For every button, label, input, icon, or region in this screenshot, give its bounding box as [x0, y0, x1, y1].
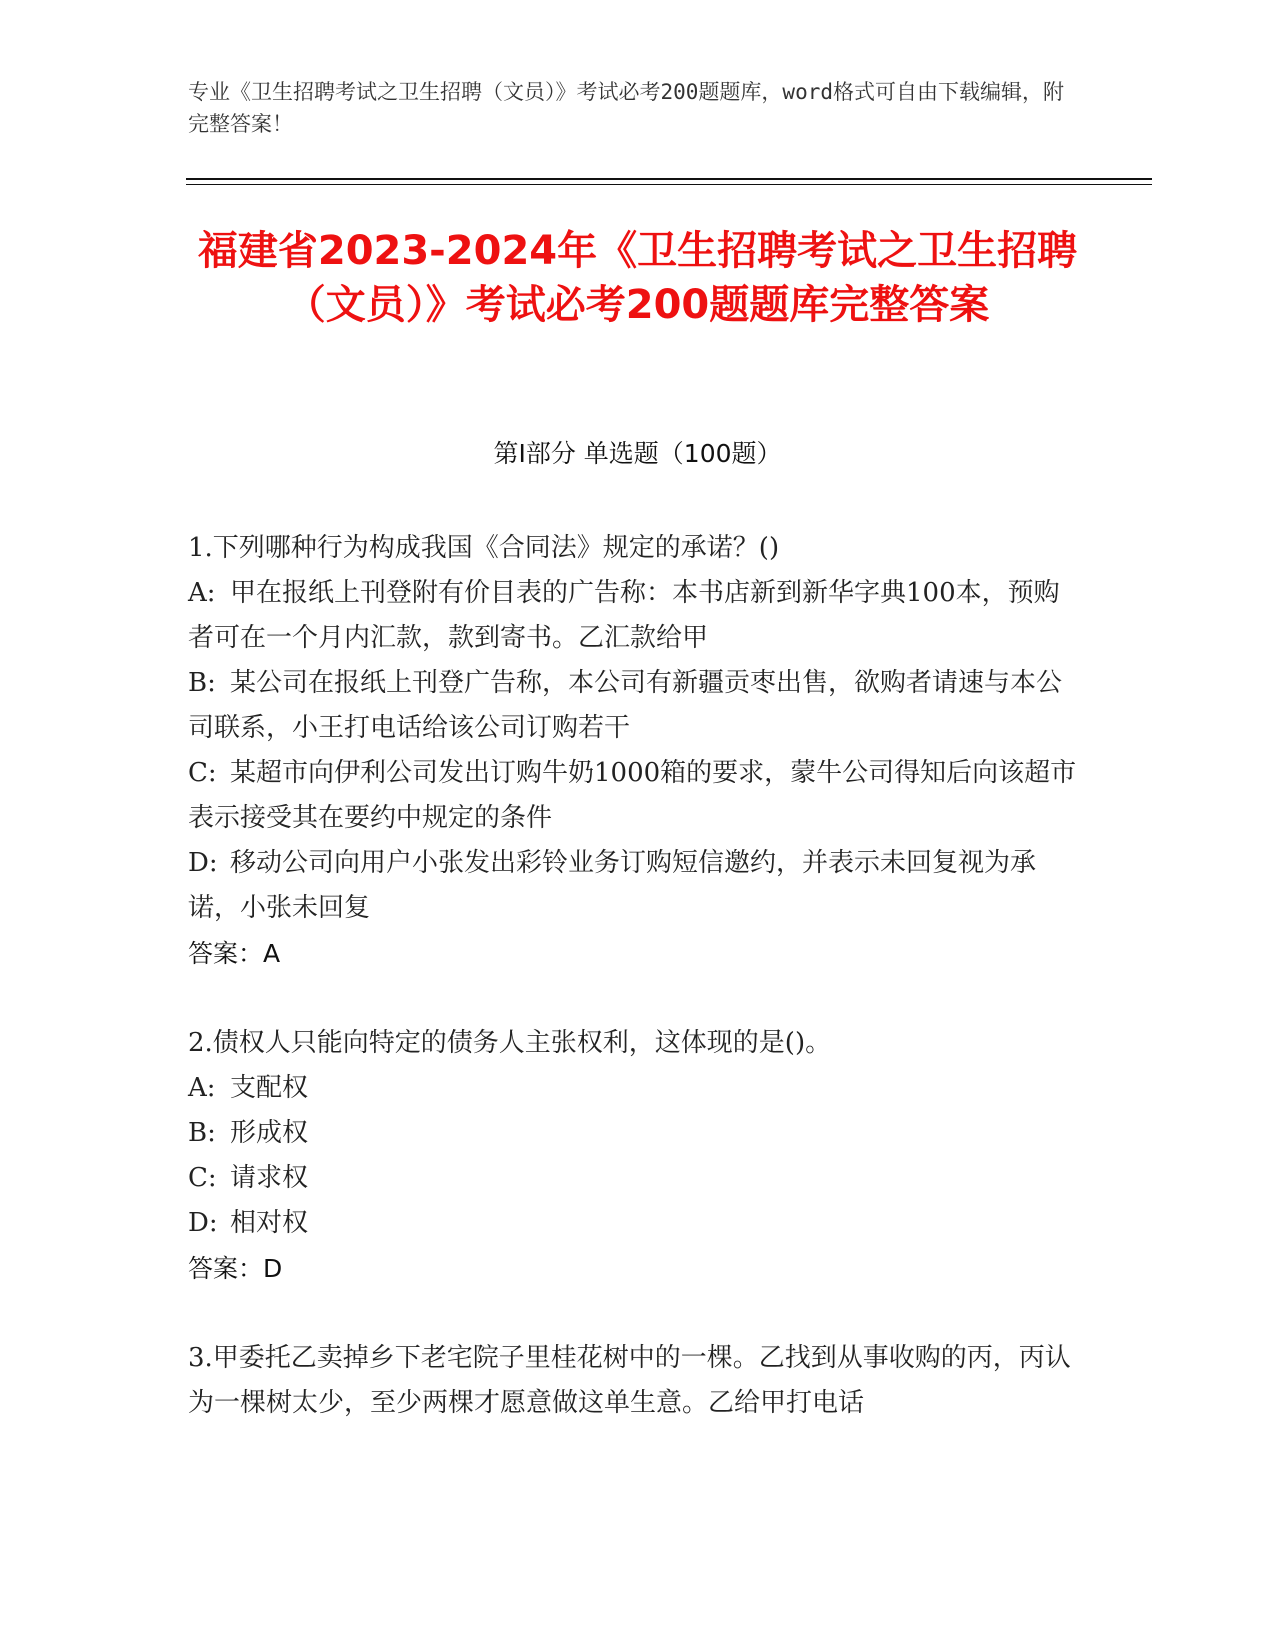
option-text: 移动公司向用户小张发出彩铃业务订购短信邀约，并表示未回复视为承诺，小张未回复 [188, 848, 1037, 923]
option-c [188, 1156, 1078, 1201]
option-a [188, 571, 1078, 661]
header-divider-thin [186, 184, 1152, 185]
option-text: 请求权 [230, 1163, 309, 1193]
question-1 [188, 526, 1078, 976]
option-text: 某公司在报纸上刊登广告称，本公司有新疆贡枣出售，欲购者请速与本公司联系，小王打电话给该公司订购若干 [188, 668, 1063, 743]
option-text: 甲在报纸上刊登附有价目表的广告称：本书店新到新华字典100本，预购者可在一个月内汇款，款到寄书。乙汇款给甲 [188, 578, 1060, 653]
option-key: D: [188, 1208, 218, 1238]
option-text: 相对权 [230, 1208, 309, 1238]
option-b [188, 661, 1078, 751]
question-2 [188, 1021, 1078, 1291]
option-key: B: [188, 668, 216, 698]
option-a [188, 1066, 1078, 1111]
option-key: D: [188, 848, 218, 878]
option-text: 某超市向伊利公司发出订购牛奶1000箱的要求，蒙牛公司得知后向该超市表示接受其在要约中规定的条件 [188, 758, 1077, 833]
option-d [188, 1201, 1078, 1246]
question-stem: 1.下列哪种行为构成我国《合同法》规定的承诺？() [188, 533, 780, 563]
question-stem: 3.甲委托乙卖掉乡下老宅院子里桂花树中的一棵。乙找到从事收购的丙，丙认为一棵树太少，至少两棵才愿意做这单生意。乙给甲打电话 [188, 1343, 1071, 1418]
option-text: 形成权 [230, 1118, 309, 1148]
answer-line: 答案：A [188, 939, 281, 968]
header-divider-thick [186, 178, 1152, 180]
option-key: A: [188, 578, 216, 608]
section-heading: 第Ⅰ部分 单选题（100题） [493, 439, 782, 468]
question-3 [188, 1336, 1078, 1426]
answer-line: 答案：D [188, 1254, 283, 1283]
question-list [188, 526, 1078, 1471]
option-key: C: [188, 1163, 217, 1193]
option-key: B: [188, 1118, 216, 1148]
option-key: C: [188, 758, 217, 788]
option-d [188, 841, 1078, 931]
question-stem: 2.债权人只能向特定的债务人主张权利，这体现的是()。 [188, 1028, 832, 1058]
option-key: A: [188, 1073, 216, 1103]
document-title: 福建省2023-2024年《卫生招聘考试之卫生招聘（文员）》考试必考200题题库完整答案 [197, 228, 1078, 328]
option-text: 支配权 [230, 1073, 309, 1103]
header-note: 专业《卫生招聘考试之卫生招聘（文员）》考试必考200题题库，word格式可自由下载编辑，附完整答案！ [188, 80, 1064, 136]
option-b [188, 1111, 1078, 1156]
option-c [188, 751, 1078, 841]
